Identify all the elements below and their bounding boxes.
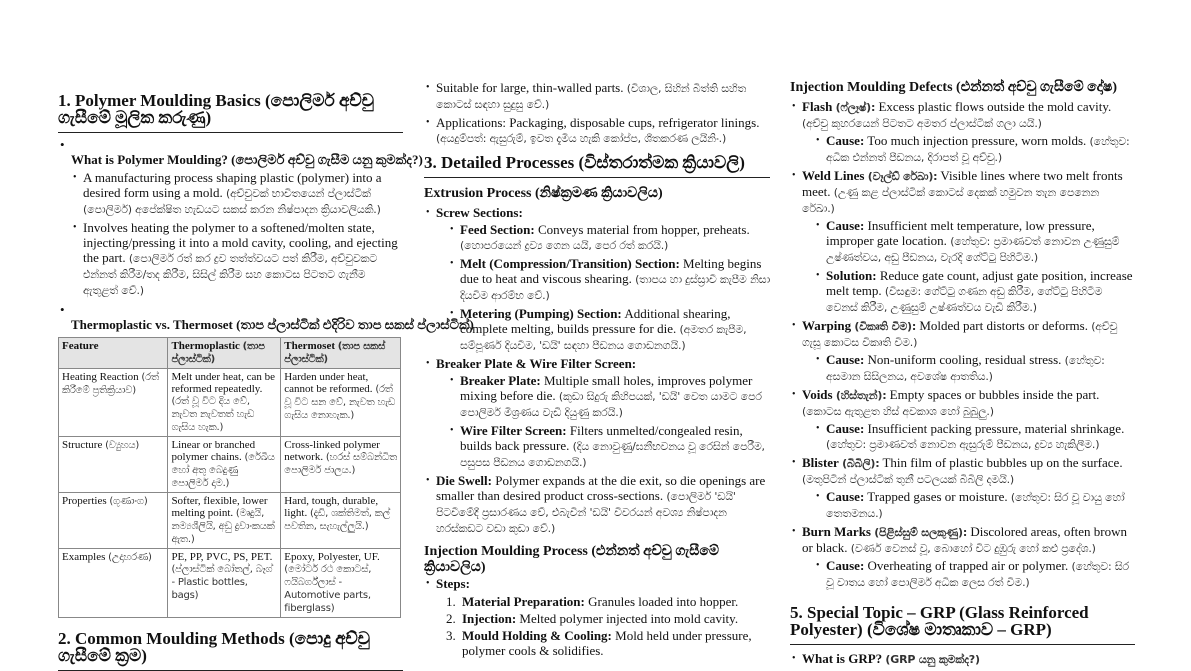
list-item: • Wire Filter Screen: Filters unmelted/congealed resin, builds back pressure. (දිය නොවුණු/ඝනීභවනය වූ රෙසින් පෙරීම, පසුපස පීඩනය ගොඩනගයි.) bbox=[450, 423, 770, 470]
defect-cause: • Cause: Overheating of trapped air or polymer. (හේතුව: සිර වූ වාතය හෝ පොලිමර් අධික ලෙස රත් වීම.) bbox=[816, 558, 1135, 590]
defect-cause: • Cause: Insufficient packing pressure, material shrinkage. (හේතුව: ප්‍රමාණවත් නොවන ඇසුරුම් පීඩනය, ද්‍රව්‍ය හැකිලීම.) bbox=[816, 421, 1135, 452]
cell-thermoplastic: PE, PP, PVC, PS, PET. (ප්ලාස්ටික් බෝතල්, බෑග් - Plastic bottles, bags) bbox=[168, 549, 281, 618]
step-item: Material Preparation: Granules loaded into hopper. bbox=[462, 594, 739, 609]
defects-list bbox=[790, 99, 1135, 590]
column-header-thermoplastic: Thermoplastic (තාප ප්ලාස්ටික්) bbox=[168, 338, 281, 369]
list-item-breaker-plate: • Breaker Plate & Wire Filter Screen: • Breaker Plate: Multiple small holes, improves polymer mixing before die. (කුඩා සිදුරු කිහිපයක්, 'ඩයි' වෙත යාමට පෙර පොලිමර් මිශ්‍රණය වැඩි දියුණු කරයි.) • Wire Filter Screen: Filters unmelted/congealed resin, builds back pressure. (දිය නොවුණු/ඝනීභවනය වූ රෙසින් පෙරීම, පසුපස පීඩනය ගොඩනගයි.) bbox=[426, 356, 770, 470]
bullet-marker: • bbox=[60, 137, 65, 152]
section-5-heading: 5. Special Topic – GRP (Glass Reinforced Polyester) (විශේෂ මාතෘකාව – GRP) bbox=[790, 604, 1135, 645]
thermoplastic-vs-thermoset-heading: Thermoplastic vs. Thermoset (තාප ප්ලාස්ටික් එදිරිව තාප සකස් ප්ලාස්ටික්) bbox=[71, 317, 474, 332]
table-row bbox=[59, 369, 401, 437]
cell-feature: Heating Reaction (රත් කිරීමේ ප්‍රතික්‍රියාව) bbox=[59, 369, 168, 437]
extrusion-process-heading: Extrusion Process (නිෂ්ක්‍රමණ ක්‍රියාවලිය) bbox=[424, 186, 663, 201]
defect-flash: • Flash (ෆ්ලෑෂ්): Excess plastic flows outside the mold cavity. (අච්චු කුහරයෙන් පිටතට අමතර ප්ලාස්ටික් ගලා යයි.) • Cause: Too much injection pressure, worn molds. (හේතුව: අධික එන්නත් පීඩනය, දිරාපත් වූ අච්චු.) bbox=[792, 99, 1135, 165]
defect-cause: • Cause: Too much injection pressure, worn molds. (හේතුව: අධික එන්නත් පීඩනය, දිරාපත් වූ අච්චු.) bbox=[816, 133, 1135, 165]
section-3-heading: 3. Detailed Processes (විස්තරාත්මක ක්‍රියාවලි) bbox=[424, 154, 770, 178]
column-3 bbox=[790, 80, 1135, 670]
column-header-thermoset: Thermoset (තාප සකස් ප්ලාස්ටික්) bbox=[281, 338, 401, 369]
grp-list bbox=[790, 651, 1135, 667]
list-item: • Melt (Compression/Transition) Section: Melting begins due to heat and viscous shearing. (තාපය හා දුස්ස්‍රාවී කැපීම නිසා දියවීම ආරම්භ වේ.) bbox=[450, 256, 770, 303]
cell-feature: Properties (ගුණාංග) bbox=[59, 493, 168, 549]
table-row bbox=[59, 549, 401, 618]
list-item-what-is-grp: • What is GRP? (GRP යනු කුමක්ද?) bbox=[792, 651, 1135, 667]
defect-cause: • Cause: Trapped gases or moisture. (හේතුව: සිර වූ වායු හෝ තෙතමනය.) bbox=[816, 489, 1135, 521]
defect-burn-marks: • Burn Marks (පිළිස්සුම් සලකුණු): Discolored areas, often brown or black. (වර්ණ වෙනස් වූ, බොහෝ විට දුඹුරු හෝ කළු ප්‍රදේශ.) • Cause: Overheating of trapped air or polymer. (හේතුව: සිර වූ වාතය හෝ පොලිමර් අධික ලෙස රත් වීම.) bbox=[792, 524, 1135, 590]
injection-list bbox=[424, 576, 770, 591]
step-item: Mould Holding & Cooling: Mold held under pressure, polymer cools & solidifies. bbox=[462, 628, 752, 658]
injection-process-heading: Injection Moulding Process (එන්නත් අච්චු ගැසීමේ ක්‍රියාවලිය) bbox=[424, 544, 719, 575]
what-is-list bbox=[58, 170, 403, 298]
defect-solution: • Solution: Reduce gate count, adjust gate position, increase melt temp. (විසඳුම: ගේට්ටු ගණන අඩු කිරීම, ගේට්ටු පිහිටීම වෙනස් කිරීම, උණුසුම් උෂ්ණත්වය වැඩි කිරීම.) bbox=[816, 268, 1135, 315]
list-item-die-swell: • Die Swell: Polymer expands at the die exit, so die openings are smaller than desired product cross-sections. (පොලිමර් 'ඩයි' පිටවීමේදී ප්‍රසාරණය වේ, එබැවින් 'ඩයි' විවරයන් අවශ්‍ය නිෂ්පාදන හරස්කඩට වඩා කුඩා වේ.) bbox=[426, 473, 770, 536]
cell-thermoset: Harden under heat, cannot be reformed. (රත් වූ විට සන වේ, නැවත හැඩ ගැසිය නොහැක.) bbox=[281, 369, 401, 437]
cell-thermoset: Epoxy, Polyester, UF. (මෝටර් රථ කොටස්, ෆයිබර්ග්ලාස් - Automotive parts, fiberglass) bbox=[281, 549, 401, 618]
defects-heading: Injection Moulding Defects (එන්නත් අච්චු ගැසීමේ දෝෂ) bbox=[790, 80, 1118, 95]
defect-cause: • Cause: Non-uniform cooling, residual stress. (හේතුව: අසමාන සිසිලනය, අවශේෂ ආතතිය.) bbox=[816, 352, 1135, 384]
column-2 bbox=[424, 80, 770, 660]
section-1-heading: 1. Polymer Moulding Basics (පොලිමර් අච්චු ගැසීමේ මූලික කරුණු) bbox=[58, 92, 403, 133]
list-item: • A manufacturing process shaping plastic (polymer) into a desired form using a mold. (අච්චුවක් භාවිතයෙන් ප්ලාස්ටික් (පොලිමර්) අපේක්ෂිත හැඩයට සකස් කරන නිෂ්පාදන ක්‍රියාවලියකි.) bbox=[73, 170, 403, 217]
extrusion-list bbox=[424, 205, 770, 536]
cell-thermoplastic: Melt under heat, can be reformed repeatedly. (රත් වූ විට දිය වේ, නැවත නැවතත් හැඩ ගැසිය හැක.) bbox=[168, 369, 281, 437]
table-row bbox=[59, 437, 401, 493]
column-header-feature: Feature bbox=[59, 338, 168, 369]
list-item-screw-sections: • Screw Sections: • Feed Section: Conveys material from hopper, preheats. (හොපරයෙන් ද්‍රව්‍ය ගෙන යයි, පෙර රත් කරයි.) • Melt (Compression/Transition) Section: Melting begins due to heat and viscous shearing. (තාපය හා දුස්ස්‍රාවී කැපීම නිසා දියවීම ආරම්භ වේ.) • Metering (Pumping) Section: Additional shearing, complete melting, builds pressure for die. (අමතර කැපීම, සම්පූර්ණ දියවීම, 'ඩයි' සඳහා පීඩනය ගොඩනගයි.) bbox=[426, 205, 770, 353]
cell-feature: Structure (ව්‍යුහය) bbox=[59, 437, 168, 493]
defect-voids: • Voids (හිස්තැන්): Empty spaces or bubbles inside the part. (කොටස ඇතුළත හිස් අවකාශ හෝ බුබුලු.) • Cause: Insufficient packing pressure, material shrinkage. (හේතුව: ප්‍රමාණවත් නොවන ඇසුරුම් පීඩනය, ද්‍රව්‍ය හැකිලීම.) bbox=[792, 387, 1135, 452]
defect-weld-lines: • Weld Lines (වෑල්ඩ් රේඛා): Visible lines where two melt fronts meet. (උණු කළ ප්ලාස්ටික් කොටස් දෙකක් හමුවන තැන පෙනෙන රේඛා.) • Cause: Insufficient melt temperature, low pressure, improper gate location. (හේතුව: ප්‍රමාණවත් නොවන උණුසුම් උෂ්ණත්වය, අඩු පීඩනය, වැරදි ගේට්ටු පිහිටීම.) • Solution: Reduce gate count, adjust gate position, increase melt temp. (විසඳුම: ගේට්ටු ගණන අඩු කිරීම, ගේට්ටු පිහිටීම වෙනස් කිරීම, උණුසුම් උෂ්ණත්වය වැඩි කිරීම.) bbox=[792, 168, 1135, 315]
list-item: • Feed Section: Conveys material from hopper, preheats. (හොපරයෙන් ද්‍රව්‍ය ගෙන යයි, පෙර රත් කරයි.) bbox=[450, 222, 770, 253]
bullet-marker: • bbox=[60, 302, 65, 317]
defect-warping: • Warping (විකෘති වීම): Molded part distorts or deforms. (අච්චු ගැසූ කොටස විකෘති වීම.) • Cause: Non-uniform cooling, residual stress. (හේතුව: අසමාන සිසිලනය, අවශේෂ ආතතිය.) bbox=[792, 318, 1135, 384]
table-row bbox=[59, 493, 401, 549]
thermoforming-list bbox=[424, 80, 770, 146]
cell-feature: Examples (උදාහරණ) bbox=[59, 549, 168, 618]
list-item: • Breaker Plate: Multiple small holes, improves polymer mixing before die. (කුඩා සිදුරු කිහිපයක්, 'ඩයි' වෙත යාමට පෙර පොලිමර් මිශ්‍රණය වැඩි දියුණු කරයි.) bbox=[450, 373, 770, 420]
defect-blister: • Blister (බිබිලි): Thin film of plastic bubbles up on the surface. (මතුපිටින් ප්ලාස්ටික් තුනී පටලයක් බිබිලි දමයි.) • Cause: Trapped gases or moisture. (හේතුව: සිර වූ වායු හෝ තෙතමනය.) bbox=[792, 455, 1135, 521]
cell-thermoplastic: Linear or branched polymer chains. (රේඛීය හෝ අතු බෙදුණු පොලිමර් දාම.) bbox=[168, 437, 281, 493]
defect-cause: • Cause: Insufficient melt temperature, low pressure, improper gate location. (හේතුව: ප්‍රමාණවත් නොවන උණුසුම් උෂ්ණත්වය, අඩු පීඩනය, වැරදි ගේට්ටු පිහිටීම.) bbox=[816, 218, 1135, 265]
list-item-steps: • Steps: bbox=[426, 576, 770, 591]
what-is-polymer-moulding-heading: What is Polymer Moulding? (පොලිමර් අච්චු ගැසීම යනු කුමක්ද?) bbox=[71, 152, 423, 167]
cell-thermoset: Cross-linked polymer network. (හරස් සම්බන්ධිත පොලිමර් ජාලය.) bbox=[281, 437, 401, 493]
cell-thermoplastic: Softer, flexible, lower melting point. (මෘදුයි, නම්‍යශීලියි, අඩු ද්‍රවාංකයක් ඇත.) bbox=[168, 493, 281, 549]
cell-thermoset: Hard, tough, durable, light. (දැඩි, ශක්තිමත්, කල් පවතින, සැහැල්ලුයි.) bbox=[281, 493, 401, 549]
list-item: • Suitable for large, thin-walled parts. (විශාල, සිහින් බිත්ති සහිත කොටස් සඳහා සුදුසු වේ.) bbox=[426, 80, 770, 112]
list-item: • Applications: Packaging, disposable cups, refrigerator linings. (අයදුම්පත්: ඇසුරුම්, ඉවත දැමිය හැකි කෝප්ප, ශීතකරණ ලයිනිං.) bbox=[426, 115, 770, 146]
comparison-table bbox=[58, 337, 401, 618]
breaker-plate-list bbox=[436, 373, 770, 470]
section-2-heading: 2. Common Moulding Methods (පොදු අච්චු ගැසීමේ ක්‍රම) bbox=[58, 630, 403, 671]
step-item: Injection: Melted polymer injected into mold cavity. bbox=[462, 611, 739, 626]
list-item: • Involves heating the polymer to a softened/molten state, injecting/pressing it into a mold cavity, cooling, and ejecting the part. (පොලිමර් රත් කර ද්‍රව තත්ත්වයට පත් කිරීම, අච්චුවකට එන්නත් කිරීම/තද කිරීම, සිසිල් කිරීම සහ කොටස පිටතට ගැනීම ඇතුළත් වේ.) bbox=[73, 220, 403, 298]
list-item: • Metering (Pumping) Section: Additional shearing, complete melting, builds pressure for die. (අමතර කැපීම, සම්පූර්ණ දියවීම, 'ඩයි' සඳහා පීඩනය ගොඩනගයි.) bbox=[450, 306, 770, 353]
injection-steps-list bbox=[424, 594, 770, 658]
screw-sections-list bbox=[436, 222, 770, 353]
table-header-row bbox=[59, 338, 401, 369]
